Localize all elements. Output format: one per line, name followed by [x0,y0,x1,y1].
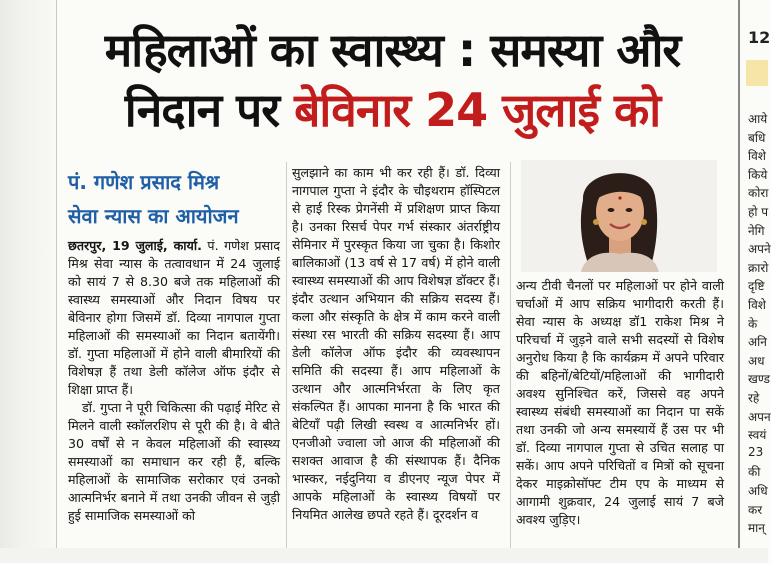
adjacent-text-fragment: नेगि [748,223,765,238]
adjacent-text-fragment: अपन [748,409,771,424]
adjacent-article-fragment [742,0,771,563]
column-divider-right [738,0,740,563]
adjacent-number: 12 [748,28,771,47]
byline [68,165,283,233]
adjacent-text-fragment: बधि [748,130,766,145]
headline-line-2-black: निदान पर [124,83,295,137]
adjacent-text-fragment: रहे [748,391,760,405]
adjacent-text-fragment: की [748,465,761,480]
headline [60,20,725,140]
adjacent-text-fragment: कोरा [748,186,769,201]
article-column-3 [516,277,724,529]
adjacent-text-fragment: क्रारो [748,260,769,275]
dateline: छतरपुर, 19 जुलाई, कार्या. [68,238,202,253]
article-column-2 [292,164,500,524]
adjacent-text-fragment: विशे [748,149,766,164]
article-paragraph-2: डॉ. गुप्ता ने पूरी चिकित्सा की पढ़ाई मेरिट से मिलने वाली स्कॉलरशिप से पूरी की है। वे बीते 30 वर्षों से न केवल महिलाओं की स्वास्थ्य समस्याओं का समाधान कर रही हैं, बल्कि महिलाओं के सामाजिक सरोकार एवं उनको आत्मनिर्भर बनाने में तथा उनकी जीवन से जुड़ी हुई सामाजिक समस्याओं को [68,400,280,523]
adjacent-text-fragment: अनि [748,335,767,350]
adjacent-text-fragment: खण्ड [748,372,770,387]
headline-line-2-red: बेविनार 24 जुलाई को [294,83,661,137]
adjacent-text-fragment: किये [748,167,768,182]
adjacent-text-fragment: के [748,316,758,331]
article-paragraph-1 [68,237,280,399]
adjacent-text-fragment: अध [748,353,765,368]
adjacent-text-fragment: मान् [748,521,765,536]
headline-line-2 [60,80,725,140]
adjacent-text-fragment: अधि [748,484,768,498]
adjacent-text-fragment: 23 [748,444,764,459]
adjacent-text-fragment: विशे [748,298,766,312]
article-paragraph-3: सुलझाने का काम भी कर रही हैं। डॉ. दिव्या नागपाल गुप्ता ने इंदौर के चौइथराम हॉस्पिटल से हाई रिस्क प्रेगनेंसी में प्रशिक्षण प्राप्त किया है। उनका रिसर्च पेपर गर्भ संस्कार अंतर्राष्ट्रीय सेमिनार में पुरस्कृत किया जा चुका है। किशोर बालिकाओं (13 वर्ष से 17 वर्ष) में होने वाली स्वास्थ्य समस्याओं की आप विशेषज्ञ डॉक्टर हैं। इंदौर उत्थान अभियान की सक्रिय सदस्य हैं। कला और संस्कृति के क्षेत्र में काम करने वाली संस्था रस भारती की सक्रिय सदस्या हैं। आप डेली कॉलेज ऑफ इंदौर की व्यवस्थापन समिति की सदस्या हैं। आप महिलाओं के उत्थान और आत्मनिर्भरता के लिए कृत संकल्पित हैं। आपका मानना है कि भारत की बेटियाँ पढ़ी लिखी स्वस्थ व आत्मनिर्भर हों। एनजीओ ज्वाला जो आज की महिलाओं की सशक्त आवाज है की संस्थापक हैं। दैनिक भास्कर, नईदुनिया व डीएनए न्यूज पेपर में आपके महिलाओं के स्वास्थ्य विषयों पर नियमित आलेख छपते रहते हैं। दूरदर्शन व [292,165,500,522]
article-paragraph-1-text: पं. गणेश प्रसाद मिश्र सेवा न्यास के तत्वावधान में 24 जुलाई को सायं 7 से 8.30 बजे तक महिलाओं की स्वास्थ्य समस्याओं और निदान विषय पर बेविनार होगा जिसमें डॉ. दिव्या नागपाल गुप्ता महिलाओं की समस्याओं का निदान बतायेंगी। डॉ. गुप्ता महिलाओं में होने वाली बीमारियों की विशेषज्ञ हैं तथा डेली कॉलेज ऑफ इंदौर से शिक्षा प्राप्त हैं। [68,238,280,397]
adjacent-text-fragment: अपने [748,242,771,257]
adjacent-text-fragment: हो प [748,205,769,219]
adjacent-text-fragment: दृष्टि [748,279,765,294]
article-paragraph-4: अन्य टीवी चैनलों पर महिलाओं पर होने वाली चर्चाओं में आप सक्रिय भागीदारी करती हैं। सेवा न्यास के अध्यक्ष डॉ1 राकेश मिश्र ने परिचर्चा में जुड़ने वाले सभी सदस्यों से विशेष अनुरोध किया है कि कार्यक्रम में अपने परिवार की बहिनों/बेटियों/महिलाओं की भागीदारी अवश्य सुनिश्चित करें, जिससे वह अपने स्वास्थ्य संबंधी समस्याओं का निदान पा सकें तथा उनकी जो अन्य समस्यायें हैं उस पर भी डॉ. दिव्या नागपाल गुप्ता से उचित सलाह पा सकें। आप अपने परिचितों व मित्रों को सूचना देकर माइक्रोसॉफ्ट टीम एप के माध्यम से आगामी शुक्रवार, 24 जुलाई सायं 7 बजे अवश्य जुड़िए। [516,278,724,527]
adjacent-text-fragment: आये [748,112,768,126]
adjacent-text-fragment: कर [748,502,763,517]
column-divider [286,162,287,554]
adjacent-text-fragment: स्वयं [748,428,767,443]
doctor-portrait-photo [521,160,717,272]
page-bottom-edge [0,548,768,563]
portrait-illustration [521,160,717,272]
byline-line-2: सेवा न्यास का आयोजन [68,204,239,228]
adjacent-highlight-box [746,60,768,86]
byline-line-1: पं. गणेश प्रसाद मिश्र [68,170,220,194]
article-column-1 [68,237,280,525]
column-divider [510,162,511,554]
previous-column-edge [0,0,56,563]
column-divider-left [56,0,57,563]
headline-line-1: महिलाओं का स्वास्थ्य : समस्या और [104,23,681,77]
